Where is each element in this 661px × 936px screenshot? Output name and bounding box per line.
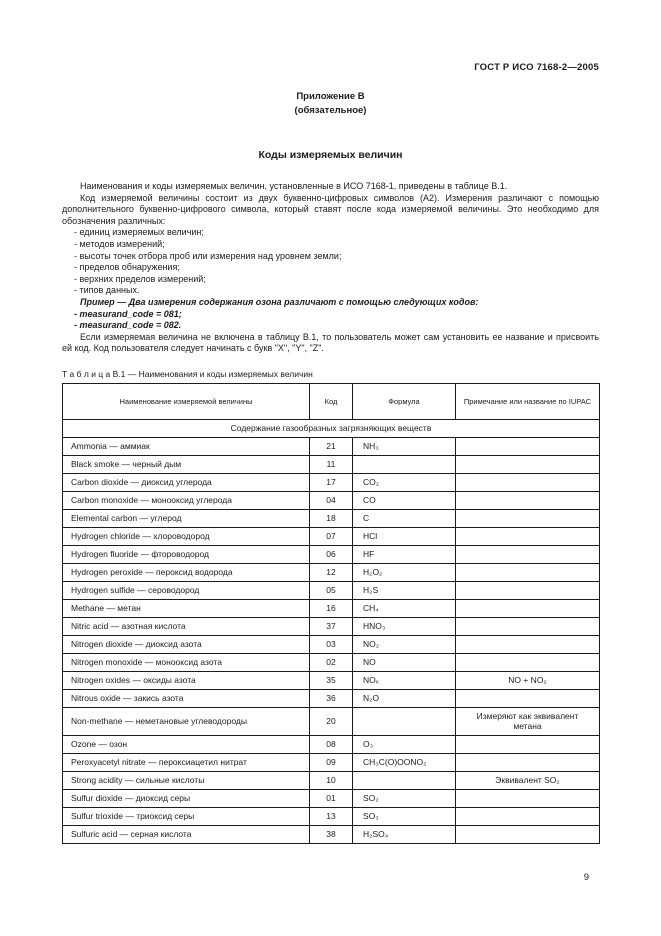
table-cell-formula: C (353, 509, 456, 527)
list-item: - measurand_code = 082. (74, 320, 182, 331)
table-cell-note: NO + NO₂ (456, 671, 600, 689)
table-row (63, 707, 600, 735)
table-cell-note (456, 689, 600, 707)
table-cell-name: Peroxyacetyl nitrate — пероксиацетил нитрат (63, 753, 310, 771)
table-cell-code: 18 (310, 509, 353, 527)
table-cell-code: 11 (310, 455, 353, 473)
table-cell-note (456, 545, 600, 563)
table-cell-note (456, 635, 600, 653)
table-cell-name: Nitrogen dioxide — диоксид азота (63, 635, 310, 653)
table-cell-formula (353, 707, 456, 735)
list-item: - типов данных. (74, 285, 140, 296)
table-row (63, 491, 600, 509)
table-cell-name: Sulfur dioxide — диоксид серы (63, 789, 310, 807)
table-row (63, 753, 600, 771)
list-item: - единиц измеряемых величин; (74, 227, 204, 238)
page-title: Коды измеряемых величин (258, 149, 403, 161)
table-cell-note (456, 825, 600, 843)
header-name: Наименование измеряемой величины (63, 383, 310, 419)
table-cell-code: 02 (310, 653, 353, 671)
table-cell-code: 09 (310, 753, 353, 771)
table-cell-note: Эквивалент SO₂ (456, 771, 600, 789)
table-cell-code: 35 (310, 671, 353, 689)
table-row (63, 599, 600, 617)
table-cell-formula: HNO₃ (353, 617, 456, 635)
table-cell-name: Hydrogen chloride — хлороводород (63, 527, 310, 545)
paragraph-1: Наименования и коды измеряемых величин, установленные в ИСО 7168-1, приведены в таблице В.1. (80, 181, 508, 191)
table-caption: Т а б л и ц а В.1 — Наименования и коды измеряемых величин (62, 368, 313, 379)
table-row (63, 635, 600, 653)
table-row (63, 437, 600, 455)
table-row (63, 653, 600, 671)
table-cell-code: 37 (310, 617, 353, 635)
table-cell-name: Carbon monoxide — монооксид углерода (63, 491, 310, 509)
table-cell-formula: H₂SO₄ (353, 825, 456, 843)
table-cell-note (456, 753, 600, 771)
table-cell-name: Nitrogen oxides — оксиды азота (63, 671, 310, 689)
table-cell-code: 13 (310, 807, 353, 825)
table-row (63, 563, 600, 581)
paragraph-3: Если измеряемая величина не включена в таблицу В.1, то пользователь может сам установить ее название и присвоить ей код. Код пользователя следует начинать с букв "X", "Y", "Z". (62, 331, 599, 354)
table-cell-name: Nitric acid — азотная кислота (63, 617, 310, 635)
table-cell-code: 20 (310, 707, 353, 735)
table-cell-note (456, 491, 600, 509)
measurand-table (62, 383, 600, 844)
page-number: 9 (583, 872, 589, 883)
table-cell-formula: N₂O (353, 689, 456, 707)
table-cell-formula: SO₃ (353, 807, 456, 825)
table-cell-name: Hydrogen sulfide — сероводород (63, 581, 310, 599)
table-cell-name: Ammonia — аммиак (63, 437, 310, 455)
table-cell-formula: NOₓ (353, 671, 456, 689)
header-note: Примечание или название по IUPAC (456, 383, 600, 419)
table-cell-formula: NO (353, 653, 456, 671)
table-row (63, 689, 600, 707)
table-cell-name: Sulfuric acid — серная кислота (63, 825, 310, 843)
table-cell-note (456, 455, 600, 473)
table-cell-code: 21 (310, 437, 353, 455)
table-cell-code: 17 (310, 473, 353, 491)
table-row (63, 771, 600, 789)
section-row-label: Содержание газообразных загрязняющих веществ (63, 419, 600, 437)
table-cell-code: 07 (310, 527, 353, 545)
table-cell-formula: H₂O₂ (353, 563, 456, 581)
table-cell-code: 03 (310, 635, 353, 653)
table-cell-note (456, 563, 600, 581)
table-cell-code: 08 (310, 735, 353, 753)
table-cell-code: 16 (310, 599, 353, 617)
table-cell-note (456, 807, 600, 825)
table-cell-name: Non-methane — неметановые углеводороды (63, 707, 310, 735)
table-cell-formula: NH₃ (353, 437, 456, 455)
doc-code: ГОСТ Р ИСО 7168-2—2005 (474, 62, 599, 73)
page-content (62, 90, 599, 844)
table-cell-name: Elemental carbon — углерод (63, 509, 310, 527)
table-cell-formula: H₂S (353, 581, 456, 599)
table-cell-code: 12 (310, 563, 353, 581)
table-row (63, 455, 600, 473)
table-row (63, 545, 600, 563)
list-item: - measurand_code = 081; (74, 308, 182, 319)
table-cell-formula: CO₂ (353, 473, 456, 491)
table-cell-formula: NO₂ (353, 635, 456, 653)
table-cell-code: 10 (310, 771, 353, 789)
table-cell-note: Измеряют как эквивалент метана (456, 707, 600, 735)
table-row (63, 581, 600, 599)
table-row (63, 509, 600, 527)
table-cell-note (456, 599, 600, 617)
table-cell-note (456, 581, 600, 599)
table-cell-note (456, 473, 600, 491)
table-header (63, 383, 600, 419)
table-row (63, 617, 600, 635)
table-row (63, 473, 600, 491)
table-cell-note (456, 617, 600, 635)
table-row (63, 825, 600, 843)
list-item: - высоты точек отбора проб или измерения над уровнем земли; (74, 250, 342, 261)
table-cell-formula: CO (353, 491, 456, 509)
paragraph-2: Код измеряемой величины состоит из двух буквенно-цифровых символов (А2). Измерения различают с помощью дополнительного буквенно-цифрового символа, который ставят после кода измеряемой величины. Это необходимо для обозначения различных: (62, 192, 599, 226)
table-cell-code: 06 (310, 545, 353, 563)
table-cell-name: Sulfur trioxide — триоксид серы (63, 807, 310, 825)
dash-list (62, 227, 599, 297)
table-cell-code: 01 (310, 789, 353, 807)
table-cell-name: Nitrous oxide — закись азота (63, 689, 310, 707)
table-body (63, 419, 600, 843)
table-cell-name: Hydrogen fluoride — фтороводород (63, 545, 310, 563)
list-item: - методов измерений; (74, 238, 165, 249)
table-row (63, 807, 600, 825)
table-cell-name: Carbon dioxide — диоксид углерода (63, 473, 310, 491)
section-row (63, 419, 600, 437)
table-cell-note (456, 735, 600, 753)
table-cell-formula: CH₃C(O)OONO₂ (353, 753, 456, 771)
table-cell-code: 38 (310, 825, 353, 843)
table-cell-formula: SO₂ (353, 789, 456, 807)
table-row (63, 789, 600, 807)
table-cell-formula (353, 455, 456, 473)
table-cell-name: Hydrogen peroxide — пероксид водорода (63, 563, 310, 581)
table-cell-code: 36 (310, 689, 353, 707)
table-cell-formula: HCl (353, 527, 456, 545)
table-cell-formula (353, 771, 456, 789)
list-item: - пределов обнаружения; (74, 262, 180, 273)
annex-heading (62, 90, 599, 117)
table-cell-code: 04 (310, 491, 353, 509)
table-row (63, 527, 600, 545)
table-cell-note (456, 789, 600, 807)
table-cell-name: Nitrogen monoxide — монооксид азота (63, 653, 310, 671)
annex-subtitle: (обязательное) (294, 104, 367, 116)
header-formula: Формула (353, 383, 456, 419)
table-cell-name: Methane — метан (63, 599, 310, 617)
table-cell-note (456, 509, 600, 527)
table-cell-formula: CH₄ (353, 599, 456, 617)
table-row (63, 735, 600, 753)
header-code: Код (310, 383, 353, 419)
table-row (63, 671, 600, 689)
annex-title: Приложение В (296, 91, 365, 102)
example-intro: Пример — Два измерения содержания озона различают с помощью следующих кодов: (80, 296, 479, 307)
table-cell-code: 05 (310, 581, 353, 599)
table-cell-name: Strong acidity — сильные кислоты (63, 771, 310, 789)
table-cell-note (456, 653, 600, 671)
example-list (62, 309, 599, 332)
table-cell-name: Ozone — озон (63, 735, 310, 753)
table-cell-note (456, 437, 600, 455)
table-cell-name: Black smoke — черный дым (63, 455, 310, 473)
table-cell-note (456, 527, 600, 545)
list-item: - верхних пределов измерений; (74, 273, 206, 284)
table-cell-formula: HF (353, 545, 456, 563)
table-cell-formula: O₃ (353, 735, 456, 753)
